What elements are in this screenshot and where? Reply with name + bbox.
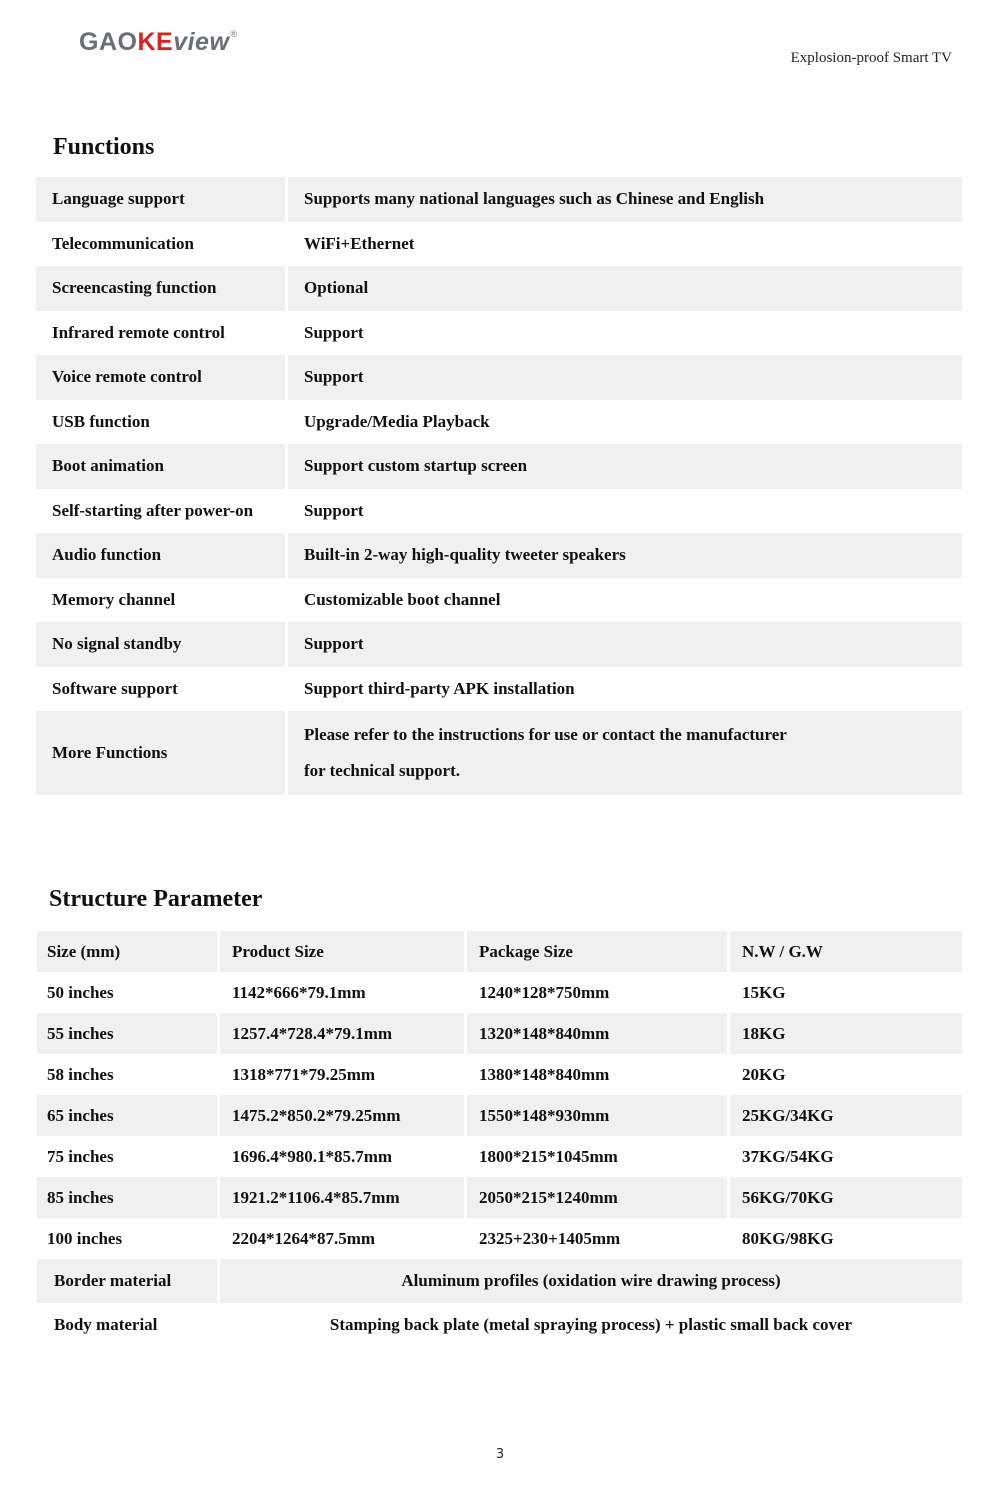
table-cell: 1475.2*850.2*79.25mm <box>220 1095 464 1136</box>
table-row <box>36 400 962 445</box>
border-material-label: Border material <box>37 1259 217 1303</box>
function-value: WiFi+Ethernet <box>304 233 415 253</box>
table-cell: 85 inches <box>37 1177 217 1218</box>
table-cell: 58 inches <box>47 1064 114 1084</box>
table-header-row <box>37 931 962 972</box>
document-title: Explosion-proof Smart TV <box>790 50 952 66</box>
function-label: Telecommunication <box>52 233 194 253</box>
function-value: Upgrade/Media Playback <box>304 411 490 431</box>
function-label: No signal standby <box>36 622 285 667</box>
table-row <box>36 222 962 267</box>
table-cell: 1380*148*840mm <box>479 1064 610 1084</box>
structure-title: Structure Parameter <box>49 886 263 912</box>
table-row <box>36 622 962 667</box>
table-row <box>37 1095 962 1136</box>
column-header: Product Size <box>220 931 464 972</box>
brand-accent: KE <box>137 28 174 56</box>
table-cell: 1240*128*750mm <box>479 982 610 1002</box>
function-value-line: for technical support. <box>304 761 460 780</box>
table-row <box>37 1177 962 1218</box>
function-value: Supports many national languages such as Chinese and English <box>288 177 962 222</box>
table-row <box>36 667 962 712</box>
brand-suffix: view <box>173 28 230 56</box>
function-value: Customizable boot channel <box>304 589 501 609</box>
brand-logo <box>79 28 238 57</box>
registered-mark: ® <box>230 29 238 39</box>
table-cell: 1550*148*930mm <box>467 1095 727 1136</box>
function-label: Infrared remote control <box>52 322 225 342</box>
function-value: Built-in 2-way high-quality tweeter speakers <box>288 533 962 578</box>
table-cell: 1257.4*728.4*79.1mm <box>220 1013 464 1054</box>
border-material-value: Aluminum profiles (oxidation wire drawing process) <box>220 1259 962 1303</box>
function-label: Memory channel <box>52 589 176 609</box>
table-cell: 15KG <box>742 982 786 1002</box>
function-label: USB function <box>52 411 150 431</box>
page-number: 3 <box>495 1447 505 1462</box>
table-cell: 50 inches <box>47 982 114 1002</box>
body-material-label: Body material <box>54 1315 158 1334</box>
functions-table <box>33 177 965 795</box>
function-label: Audio function <box>36 533 285 578</box>
function-label: Self-starting after power-on <box>52 500 254 520</box>
function-value <box>288 711 962 795</box>
table-row <box>37 1259 962 1303</box>
function-label: More Functions <box>36 711 285 795</box>
table-cell: 100 inches <box>47 1228 123 1248</box>
structure-table <box>34 931 965 1347</box>
table-row <box>37 1218 962 1259</box>
function-label: Screencasting function <box>36 266 285 311</box>
function-value: Support <box>288 622 962 667</box>
table-row <box>36 711 962 795</box>
table-cell: 1800*215*1045mm <box>479 1146 618 1166</box>
table-row <box>37 1136 962 1177</box>
body-material-value: Stamping back plate (metal spraying process) + plastic small back cover <box>329 1315 853 1334</box>
table-cell: 1142*666*79.1mm <box>232 982 366 1002</box>
table-row <box>36 177 962 222</box>
table-row <box>36 489 962 534</box>
table-cell: 20KG <box>742 1064 786 1084</box>
table-cell: 2325+230+1405mm <box>479 1228 621 1248</box>
table-cell: 56KG/70KG <box>730 1177 962 1218</box>
functions-title: Functions <box>53 134 155 160</box>
function-value: Support <box>304 322 364 342</box>
table-cell: 55 inches <box>37 1013 217 1054</box>
column-header: Package Size <box>467 931 727 972</box>
table-cell: 18KG <box>730 1013 962 1054</box>
brand-prefix: GAO <box>79 28 138 56</box>
function-label: Boot animation <box>36 444 285 489</box>
table-cell: 1320*148*840mm <box>467 1013 727 1054</box>
table-row <box>37 1054 962 1095</box>
table-row <box>36 266 962 311</box>
table-row <box>36 311 962 356</box>
table-cell: 1921.2*1106.4*85.7mm <box>220 1177 464 1218</box>
table-row <box>37 1013 962 1054</box>
function-value-line: Please refer to the instructions for use or contact the manufacturer <box>304 725 787 744</box>
table-cell: 1318*771*79.25mm <box>232 1064 376 1084</box>
table-row <box>37 972 962 1013</box>
function-value: Support <box>304 500 364 520</box>
table-cell: 80KG/98KG <box>742 1228 834 1248</box>
function-label: Voice remote control <box>36 355 285 400</box>
table-cell: 65 inches <box>37 1095 217 1136</box>
table-cell: 2050*215*1240mm <box>467 1177 727 1218</box>
table-cell: 1696.4*980.1*85.7mm <box>232 1146 393 1166</box>
function-label: Language support <box>36 177 285 222</box>
function-value: Optional <box>288 266 962 311</box>
table-row <box>36 533 962 578</box>
table-cell: 2204*1264*87.5mm <box>232 1228 376 1248</box>
table-cell: 25KG/34KG <box>730 1095 962 1136</box>
function-value: Support <box>288 355 962 400</box>
function-value: Support custom startup screen <box>288 444 962 489</box>
table-row <box>36 578 962 623</box>
column-header: N.W / G.W <box>730 931 962 972</box>
function-value: Support third-party APK installation <box>304 678 575 698</box>
table-cell: 37KG/54KG <box>742 1146 834 1166</box>
table-row <box>37 1303 962 1347</box>
table-row <box>36 444 962 489</box>
table-row <box>36 355 962 400</box>
column-header: Size (mm) <box>37 931 217 972</box>
function-label: Software support <box>52 678 178 698</box>
table-cell: 75 inches <box>47 1146 114 1166</box>
